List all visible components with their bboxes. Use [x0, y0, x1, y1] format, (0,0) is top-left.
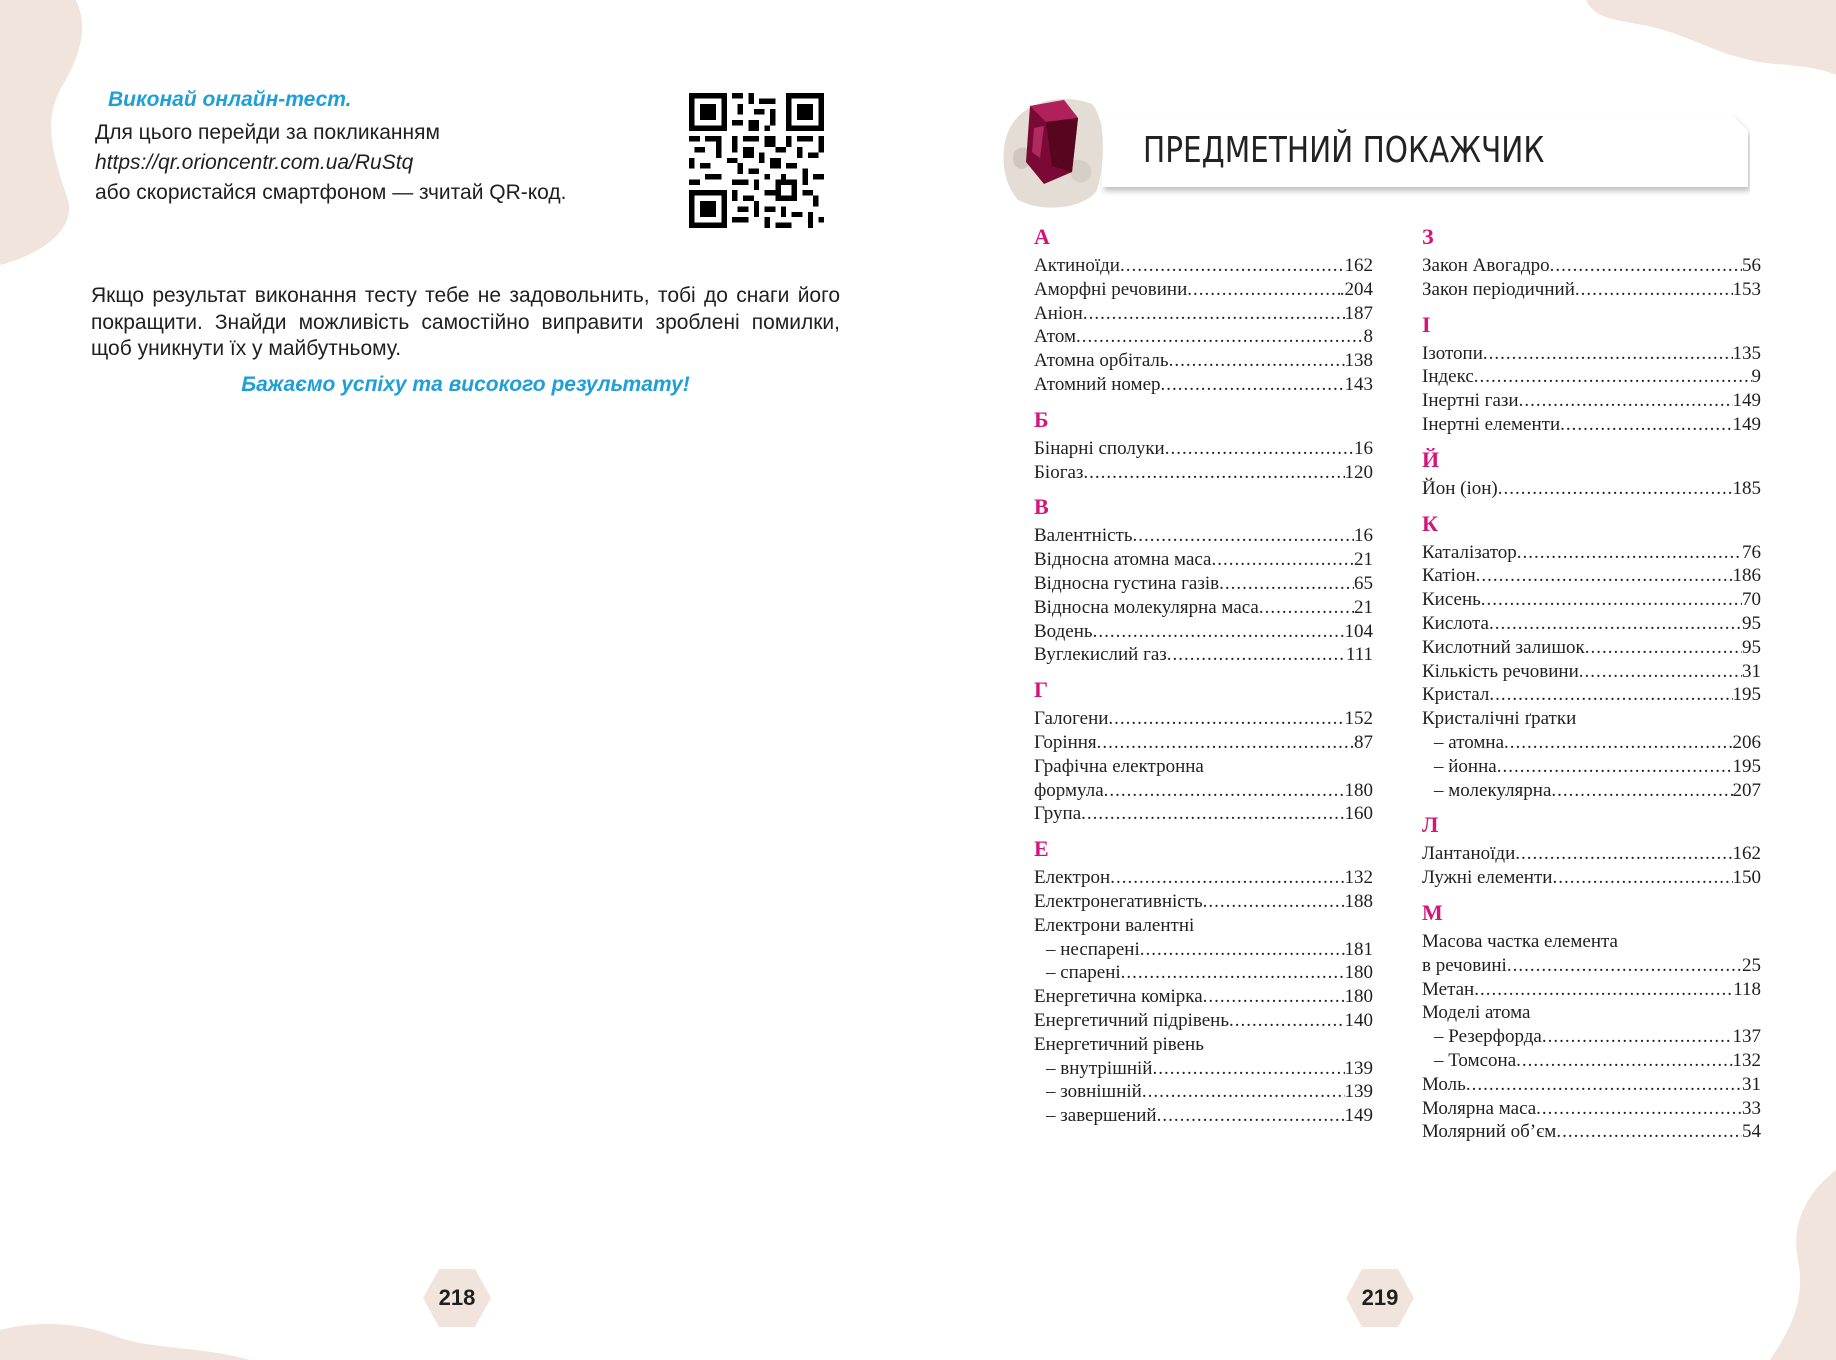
index-term: Атом [1034, 326, 1076, 348]
dot-leader [1516, 1049, 1732, 1073]
index-page-number: 150 [1732, 867, 1761, 889]
index-entry [1034, 572, 1373, 596]
mineral-image [1000, 92, 1108, 212]
dot-leader [1560, 413, 1732, 437]
index-page-number: 21 [1354, 549, 1373, 571]
page-number-label: 218 [438, 1285, 476, 1310]
index-term: Аморфні речовини [1034, 278, 1188, 300]
decorative-blob-bottom-right [1770, 1170, 1836, 1360]
index-term: – зовнішній [1046, 1081, 1142, 1103]
index-entry [1422, 1001, 1761, 1025]
index-entry [1422, 707, 1761, 731]
index-entry [1422, 636, 1761, 660]
dot-leader [1076, 325, 1364, 349]
dot-leader [1515, 842, 1732, 866]
index-entry [1034, 461, 1373, 485]
dot-leader [1152, 1057, 1344, 1081]
instruction-line: або скористайся смартфоном — зчитай QR-код. [95, 181, 567, 204]
index-entry [1422, 1073, 1761, 1097]
dot-leader [1542, 1025, 1733, 1049]
index-page-number: 16 [1354, 525, 1373, 547]
dot-leader [1219, 572, 1354, 596]
dot-leader [1550, 254, 1742, 278]
index-term: – атомна [1434, 731, 1505, 753]
index-term: Кристал [1422, 684, 1490, 706]
index-term: Метан [1422, 978, 1475, 1000]
index-page-number: 180 [1344, 986, 1373, 1008]
dot-leader [1579, 660, 1742, 684]
index-page-number: 31 [1742, 660, 1761, 682]
dot-leader [1133, 524, 1354, 548]
index-page-number: 180 [1344, 962, 1373, 984]
online-test-instructions [95, 118, 566, 208]
index-term: Інертні елементи [1422, 413, 1561, 435]
dot-leader [1161, 373, 1345, 397]
page-title: ПРЕДМЕТНИЙ ПОКАЖЧИК [1143, 130, 1545, 171]
index-entry [1034, 961, 1373, 985]
index-page-number: 206 [1732, 731, 1761, 753]
index-entry [1034, 254, 1373, 278]
index-term: Бінарні сполуки [1034, 437, 1165, 459]
index-page-number: 152 [1344, 708, 1373, 730]
index-page-number: 149 [1344, 1105, 1373, 1127]
index-entry [1422, 254, 1761, 278]
index-entry [1034, 755, 1373, 779]
dot-leader [1476, 564, 1733, 588]
index-term: Відносна молекулярна маса [1034, 596, 1259, 618]
index-entry [1422, 1025, 1761, 1049]
test-link[interactable]: https://qr.orioncentr.com.ua/RuStq [95, 151, 414, 174]
dot-leader [1165, 437, 1354, 461]
index-page-number: 187 [1344, 302, 1373, 324]
dot-leader [1536, 1097, 1742, 1121]
index-letter-heading: М [1422, 899, 1443, 925]
index-entry [1034, 1104, 1373, 1128]
index-term: формула [1034, 779, 1104, 801]
index-page-number: 135 [1732, 342, 1761, 364]
dot-leader [1157, 1104, 1345, 1128]
dot-leader [1551, 779, 1732, 803]
decorative-blob-top-left [0, 0, 90, 270]
index-page-number: 56 [1742, 255, 1761, 276]
index-page-number: 54 [1742, 1121, 1761, 1143]
index-column-1 [1034, 220, 1373, 1128]
index-entry [1034, 707, 1373, 731]
index-page-number: 162 [1732, 843, 1761, 865]
index-page-number: 8 [1363, 326, 1373, 348]
page-number-218 [421, 1267, 493, 1329]
dot-leader [1474, 365, 1752, 389]
index-term: Закон Авогадро [1422, 255, 1550, 276]
index-letter-heading: Б [1034, 406, 1049, 432]
index-page-number: 31 [1742, 1073, 1761, 1095]
dot-leader [1552, 866, 1732, 890]
index-term: Молярна маса [1422, 1097, 1537, 1119]
index-letter-heading: К [1422, 510, 1438, 536]
index-entry [1422, 564, 1761, 588]
index-page-number: 16 [1354, 437, 1373, 459]
dot-leader [1556, 1120, 1742, 1144]
index-entry [1422, 365, 1761, 389]
index-entry [1034, 349, 1373, 373]
index-page-number: 104 [1344, 620, 1373, 642]
index-page-number: 149 [1732, 413, 1761, 435]
index-term: Галогени [1034, 708, 1109, 730]
page-number-label: 219 [1361, 1285, 1399, 1310]
index-page-number: 140 [1344, 1009, 1373, 1031]
index-page-number: 162 [1344, 255, 1373, 276]
index-entry [1034, 325, 1373, 349]
index-entry [1422, 842, 1761, 866]
index-page-number: 132 [1732, 1049, 1761, 1071]
index-page-number: 111 [1345, 644, 1373, 666]
index-term: Вуглекислий газ [1034, 644, 1167, 666]
dot-leader [1083, 461, 1344, 485]
index-entry [1422, 755, 1761, 779]
index-letter-heading: Й [1422, 446, 1440, 472]
decorative-blob-bottom-left [0, 1290, 250, 1360]
index-page-number: 76 [1742, 541, 1761, 563]
index-page-number: 181 [1344, 938, 1373, 960]
index-page-number: 185 [1732, 477, 1761, 499]
index-term: Атомна орбіталь [1034, 350, 1169, 372]
index-entry [1422, 541, 1761, 565]
index-entry [1422, 779, 1761, 803]
index-entry [1422, 930, 1761, 954]
index-column-2 [1422, 220, 1761, 1144]
dot-leader [1110, 866, 1344, 890]
dot-leader [1121, 961, 1345, 985]
index-letter-heading: А [1034, 224, 1050, 249]
decorative-blob-top-right [1586, 0, 1836, 80]
index-page-number: 188 [1344, 890, 1373, 912]
index-page-number: 70 [1742, 589, 1761, 611]
dot-leader [1093, 620, 1345, 644]
index-page-number: 138 [1344, 350, 1373, 372]
index-page-number: 153 [1732, 278, 1761, 300]
index-term: – внутрішній [1046, 1057, 1153, 1079]
index-letter-heading: Г [1034, 677, 1048, 703]
dot-leader [1497, 755, 1733, 779]
index-term: Біогаз [1034, 461, 1084, 483]
index-term: Молярний об’єм [1422, 1121, 1557, 1143]
index-page-number: 195 [1732, 755, 1761, 777]
dot-leader [1474, 978, 1733, 1002]
index-term: Аніон [1034, 302, 1083, 324]
index-page-number: 186 [1732, 565, 1761, 587]
index-entry [1034, 1057, 1373, 1081]
index-letter-heading: І [1422, 311, 1431, 337]
index-entry [1034, 278, 1373, 302]
index-page-number: 160 [1344, 803, 1373, 825]
index-entry [1422, 477, 1761, 501]
online-test-title: Виконай онлайн-тест. [108, 88, 352, 111]
index-entry [1034, 1080, 1373, 1104]
dot-leader [1507, 954, 1742, 978]
index-term: Індекс [1422, 366, 1474, 388]
dot-leader [1081, 802, 1344, 826]
dot-leader [1167, 643, 1346, 667]
index-term: Катіон [1422, 565, 1476, 587]
index-page-number: 95 [1742, 636, 1761, 658]
index-term: Валентність [1034, 525, 1133, 547]
index-page-number: 87 [1354, 731, 1373, 753]
dot-leader [1169, 349, 1345, 373]
index-page-number: 137 [1732, 1026, 1761, 1048]
index-page-number: 120 [1344, 461, 1373, 483]
index-letter-heading: Е [1034, 836, 1049, 862]
dot-leader [1489, 612, 1742, 636]
index-term: Каталізатор [1422, 541, 1517, 563]
index-term: Інертні гази [1422, 390, 1519, 412]
index-page-number: 139 [1344, 1081, 1373, 1103]
index-entry [1034, 596, 1373, 620]
qr-code[interactable] [689, 93, 824, 228]
page-number-219 [1344, 1267, 1416, 1329]
index-page-number: 132 [1344, 867, 1373, 889]
index-term: – спарені [1046, 962, 1121, 984]
index-term: Йон (іон) [1422, 477, 1498, 499]
dot-leader [1108, 707, 1344, 731]
index-entry [1034, 731, 1373, 755]
dot-leader [1466, 1073, 1742, 1097]
index-term: Моль [1422, 1073, 1466, 1095]
index-term: Електронегативність [1034, 890, 1203, 912]
index-term: Енергетичний підрівень [1034, 1009, 1229, 1031]
index-entry [1422, 342, 1761, 366]
dot-leader [1483, 342, 1733, 366]
dot-leader [1211, 548, 1354, 572]
dot-leader [1519, 389, 1733, 413]
index-term: Електрон [1034, 867, 1111, 889]
index-term: Електрони валентні [1034, 914, 1195, 936]
index-term: Лантаноїди [1422, 843, 1516, 865]
dot-leader [1504, 731, 1732, 755]
index-letter-heading: З [1422, 224, 1434, 249]
index-page-number: 195 [1732, 684, 1761, 706]
index-term: – молекулярна [1434, 779, 1552, 801]
index-page-number: 65 [1354, 572, 1373, 594]
dot-leader [1585, 636, 1742, 660]
index-entry [1422, 278, 1761, 302]
index-entry [1422, 1120, 1761, 1144]
index-term: – йонна [1434, 755, 1497, 777]
result-paragraph: Якщо результат виконання тесту тебе не задовольнить, тобі до снаги його покращити. Знайди можливість самостійно виправити зроблені помилки, щоб уникнути їх у майбутньому. [91, 284, 840, 360]
index-term: Кисень [1422, 589, 1481, 611]
index-entry [1034, 866, 1373, 890]
index-entry [1422, 612, 1761, 636]
index-term: в речовині [1422, 954, 1507, 976]
index-entry [1422, 683, 1761, 707]
dot-leader [1140, 938, 1345, 962]
index-page-number: 118 [1733, 978, 1761, 1000]
index-page-number: 33 [1742, 1097, 1761, 1119]
index-term: Закон періодичний [1422, 278, 1575, 300]
index-entry [1034, 302, 1373, 326]
index-term: Моделі атома [1422, 1002, 1531, 1024]
index-term: Відносна густина газів [1034, 572, 1220, 594]
dot-leader [1481, 588, 1742, 612]
index-page-number: 25 [1742, 954, 1761, 976]
index-term: Кристалічні ґратки [1422, 708, 1577, 730]
index-term: Лужні елементи [1422, 867, 1553, 889]
index-term: Кислота [1422, 612, 1489, 634]
index-entry [1034, 643, 1373, 667]
index-entry [1034, 1009, 1373, 1033]
dot-leader [1097, 731, 1354, 755]
index-page-number: 207 [1732, 779, 1761, 801]
index-page-number: .204 [1339, 278, 1373, 300]
index-entry [1034, 437, 1373, 461]
index-entry [1422, 413, 1761, 437]
index-entry [1034, 938, 1373, 962]
index-entry [1422, 588, 1761, 612]
index-page-number: 95 [1742, 612, 1761, 634]
dot-leader [1104, 779, 1345, 803]
index-term: – завершений [1046, 1105, 1157, 1127]
dot-leader [1259, 596, 1354, 620]
index-entry [1034, 524, 1373, 548]
index-letter-heading: В [1034, 494, 1049, 520]
index-term: Ізотопи [1422, 342, 1483, 364]
index-page-number: 149 [1732, 390, 1761, 412]
index-entry [1034, 890, 1373, 914]
index-term: – Резерфорда [1434, 1026, 1542, 1048]
dot-leader [1120, 254, 1345, 278]
dot-leader [1229, 1009, 1345, 1033]
index-entry [1034, 985, 1373, 1009]
index-term: Кислотний залишок [1422, 636, 1585, 658]
dot-leader [1203, 890, 1345, 914]
index-entry [1034, 914, 1373, 938]
wish-text: Бажаємо успіху та високого результату! [241, 373, 690, 396]
dot-leader [1203, 985, 1345, 1009]
dot-leader [1083, 302, 1345, 326]
index-entry [1034, 779, 1373, 803]
index-term: Кількість речовини [1422, 660, 1579, 682]
dot-leader [1498, 477, 1733, 501]
index-term: Актиноїди [1034, 255, 1120, 276]
index-entry [1034, 802, 1373, 826]
index-entry [1422, 1049, 1761, 1073]
index-term: – неспарені [1046, 938, 1140, 960]
index-entry [1034, 373, 1373, 397]
dot-leader [1187, 278, 1340, 302]
index-page-number: 143 [1344, 373, 1373, 395]
index-letter-heading: Л [1422, 812, 1439, 838]
dot-leader [1489, 683, 1732, 707]
index-entry [1422, 1097, 1761, 1121]
index-term: – Томсона [1434, 1049, 1517, 1071]
index-page-number: 21 [1354, 596, 1373, 618]
index-term: Водень [1034, 620, 1093, 642]
dot-leader [1517, 541, 1742, 565]
index-page-number: 139 [1344, 1057, 1373, 1079]
index-term: Горіння [1034, 731, 1097, 753]
index-entry [1422, 978, 1761, 1002]
index-entry [1034, 620, 1373, 644]
dot-leader [1142, 1080, 1345, 1104]
index-term: Масова частка елемента [1422, 930, 1618, 952]
index-term: Енергетична комірка [1034, 986, 1203, 1008]
index-entry [1034, 1033, 1373, 1057]
index-entry [1422, 954, 1761, 978]
index-entry [1034, 548, 1373, 572]
index-entry [1422, 389, 1761, 413]
index-term: Відносна атомна маса [1034, 549, 1212, 571]
index-entry [1422, 731, 1761, 755]
index-page-number: 180 [1344, 779, 1373, 801]
index-page-number: 9 [1751, 366, 1761, 388]
instruction-line: Для цього перейди за покликанням [95, 121, 440, 144]
index-term: Енергетичний рівень [1034, 1033, 1204, 1055]
index-term: Графічна електронна [1034, 755, 1204, 777]
index-entry [1422, 660, 1761, 684]
index-entry [1422, 866, 1761, 890]
dot-leader [1575, 278, 1733, 302]
index-term: Група [1034, 803, 1082, 825]
index-term: Атомний номер [1034, 373, 1161, 395]
